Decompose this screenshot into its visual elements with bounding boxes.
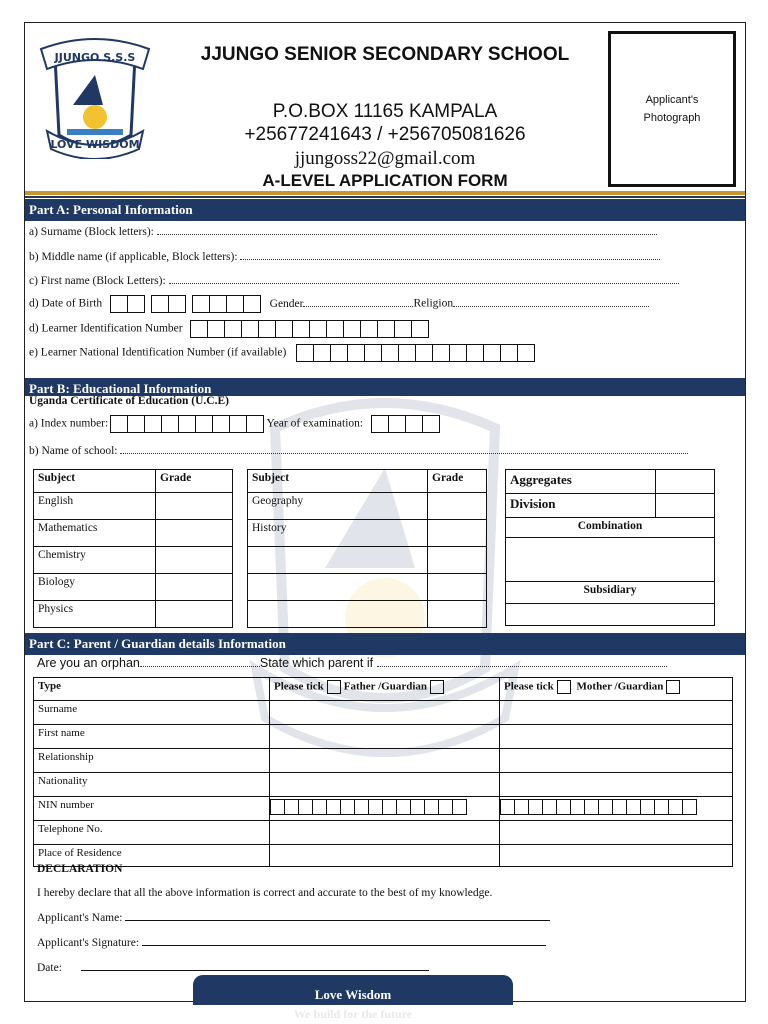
lin-row[interactable] (29, 320, 429, 338)
table-row: Chemistry (34, 547, 233, 574)
school-phones: +25677241643 / +256705081626 (244, 124, 526, 145)
father-cell[interactable] (270, 821, 500, 845)
middle-name-field[interactable] (240, 250, 660, 260)
mother-checkbox[interactable] (557, 680, 571, 694)
father-cell[interactable] (270, 773, 500, 797)
results-summary-table (505, 469, 715, 626)
table-row: First name (34, 725, 733, 749)
division-field[interactable] (656, 494, 715, 518)
logo-bottom-text: LOVE WISDOM (50, 138, 140, 151)
father-checkbox[interactable] (327, 680, 341, 694)
form-title: A-LEVEL APPLICATION FORM (262, 171, 508, 190)
table-row: Nationality (34, 773, 733, 797)
first-name-field[interactable] (169, 274, 679, 284)
dob-row[interactable] (29, 295, 649, 313)
uce-subtitle: Uganda Certificate of Education (U.C.E) (29, 395, 229, 407)
school-label: b) Name of school: (29, 445, 118, 457)
subject-cell[interactable] (248, 574, 428, 601)
grade-cell[interactable] (156, 601, 233, 628)
orphan-row[interactable] (37, 656, 667, 670)
dob-day-boxes[interactable] (111, 295, 145, 313)
subject-cell[interactable] (248, 547, 428, 574)
applicant-name-row[interactable] (37, 909, 550, 924)
first-name-row[interactable] (29, 274, 679, 287)
applicant-name-label: Applicant's Name: (37, 912, 123, 924)
part-c-header: Part C: Parent / Guardian details Information (25, 633, 745, 655)
index-label: a) Index number: (29, 417, 109, 430)
combination-field[interactable] (506, 538, 715, 582)
grade-cell[interactable] (428, 547, 487, 574)
grade-cell[interactable] (428, 601, 487, 628)
middle-name-row[interactable] (29, 250, 660, 263)
applicant-name-field[interactable] (125, 909, 550, 921)
surname-label: a) Surname (Block letters): (29, 226, 154, 238)
table-row: Physics (34, 601, 233, 628)
dob-year-boxes[interactable] (193, 295, 261, 313)
guardian-table (33, 677, 733, 867)
signature-row[interactable] (37, 934, 546, 949)
father-cell[interactable] (270, 701, 500, 725)
part-b-header: Part B: Educational Information (25, 378, 745, 396)
tick-label-father: Please tick (274, 680, 324, 693)
application-form-page (24, 22, 746, 1021)
middle-name-label: b) Middle name (if applicable, Block letters): (29, 251, 238, 263)
father-guardian-checkbox[interactable] (430, 680, 444, 694)
left-subjects-table (33, 469, 233, 628)
mother-cell[interactable] (500, 749, 733, 773)
lin-label: d) Learner Identification Number (29, 322, 183, 335)
index-row[interactable] (29, 415, 440, 433)
nin-boxes[interactable] (297, 344, 535, 362)
footer-tagline: We build for the future (293, 1007, 413, 1021)
dob-label: d) Date of Birth (29, 297, 103, 310)
gender-label: Gender (269, 297, 304, 310)
photo-label: Applicant's Photograph (643, 94, 701, 124)
nin-label: e) Learner National Identification Number (if available) (29, 346, 287, 359)
grade-cell[interactable] (428, 520, 487, 547)
col-type: Type (34, 678, 270, 701)
mother-guardian-checkbox[interactable] (666, 680, 680, 694)
signature-label: Applicant's Signature: (37, 937, 140, 949)
table-row: Biology (34, 574, 233, 601)
date-row[interactable] (37, 959, 429, 974)
table-row: Geography (248, 493, 487, 520)
subsidiary-field[interactable] (506, 604, 715, 626)
tick-label-mother: Please tick (504, 680, 554, 693)
table-row: Relationship (34, 749, 733, 773)
right-subjects-table (247, 469, 487, 628)
part-a-header: Part A: Personal Information (25, 199, 745, 221)
declaration-text: I hereby declare that all the above information is correct and accurate to the best of my knowledge. (37, 887, 493, 899)
gender-field[interactable] (303, 297, 413, 307)
father-label: Father /Guardian (343, 680, 428, 693)
school-name: JJUNGO SENIOR SECONDARY SCHOOL (200, 44, 570, 65)
father-cell[interactable] (270, 845, 500, 867)
father-cell[interactable] (270, 725, 500, 749)
subject-cell[interactable] (248, 601, 428, 628)
table-row (248, 574, 487, 601)
photo-box[interactable] (608, 31, 736, 187)
year-label: Year of examination: (266, 417, 364, 430)
father-nin-cell[interactable] (270, 797, 500, 821)
navy-divider (25, 196, 745, 198)
table-row (248, 601, 487, 628)
nin-row[interactable] (29, 344, 535, 362)
mother-cell[interactable] (500, 845, 733, 867)
mother-cell[interactable] (500, 701, 733, 725)
table-row: Surname (34, 701, 733, 725)
aggregates-label: Aggregates (506, 470, 656, 494)
col-subject: Subject (248, 470, 428, 493)
grade-cell[interactable] (428, 574, 487, 601)
mother-label: Mother /Guardian (576, 680, 664, 693)
orphan-field[interactable] (140, 657, 260, 667)
combination-label: Combination (506, 518, 715, 538)
year-boxes[interactable] (372, 415, 440, 433)
first-name-label: c) First name (Block Letters): (29, 275, 166, 287)
table-row: Mathematics (34, 520, 233, 547)
lin-boxes[interactable] (191, 320, 429, 338)
school-address: P.O.BOX 11165 KAMPALA (272, 101, 498, 122)
surname-row[interactable] (29, 225, 657, 238)
school-row[interactable] (29, 444, 688, 457)
grade-cell[interactable] (156, 547, 233, 574)
subsidiary-label: Subsidiary (506, 582, 715, 604)
father-cell[interactable] (270, 749, 500, 773)
grade-cell[interactable] (156, 520, 233, 547)
mother-cell[interactable] (500, 821, 733, 845)
declaration-title: DECLARATION (37, 863, 123, 875)
religion-field[interactable] (453, 297, 649, 307)
surname-field[interactable] (157, 225, 657, 235)
mother-nin-cell[interactable] (500, 797, 733, 821)
logo-top-text: JJUNGO S.S.S (54, 51, 136, 64)
grade-cell[interactable] (428, 493, 487, 520)
signature-field[interactable] (142, 934, 546, 946)
table-row: English (34, 493, 233, 520)
table-row: Telephone No. (34, 821, 733, 845)
table-row (248, 547, 487, 574)
footer-motto: Love Wisdom (193, 975, 513, 1005)
col-grade: Grade (156, 470, 233, 493)
grade-cell[interactable] (156, 574, 233, 601)
school-logo (33, 35, 157, 159)
which-parent-field[interactable] (377, 657, 667, 667)
gold-divider (25, 191, 745, 195)
mother-cell[interactable] (500, 773, 733, 797)
school-field[interactable] (120, 444, 688, 454)
which-parent-label: State which parent if (259, 656, 374, 670)
table-row: Place of Residence (34, 845, 733, 867)
religion-label: Religion (413, 297, 454, 310)
table-row: NIN number (34, 797, 733, 821)
mother-cell[interactable] (500, 725, 733, 749)
aggregates-field[interactable] (656, 470, 715, 494)
orphan-label: Are you an orphan (37, 656, 140, 670)
table-row: History (248, 520, 487, 547)
division-label: Division (506, 494, 656, 518)
col-grade: Grade (428, 470, 487, 493)
dob-month-boxes[interactable] (152, 295, 186, 313)
date-label: Date: (37, 962, 62, 974)
index-boxes[interactable] (111, 415, 264, 433)
grade-cell[interactable] (156, 493, 233, 520)
col-subject: Subject (34, 470, 156, 493)
school-email: jjungoss22@gmail.com (294, 148, 476, 169)
date-field[interactable] (81, 959, 429, 971)
